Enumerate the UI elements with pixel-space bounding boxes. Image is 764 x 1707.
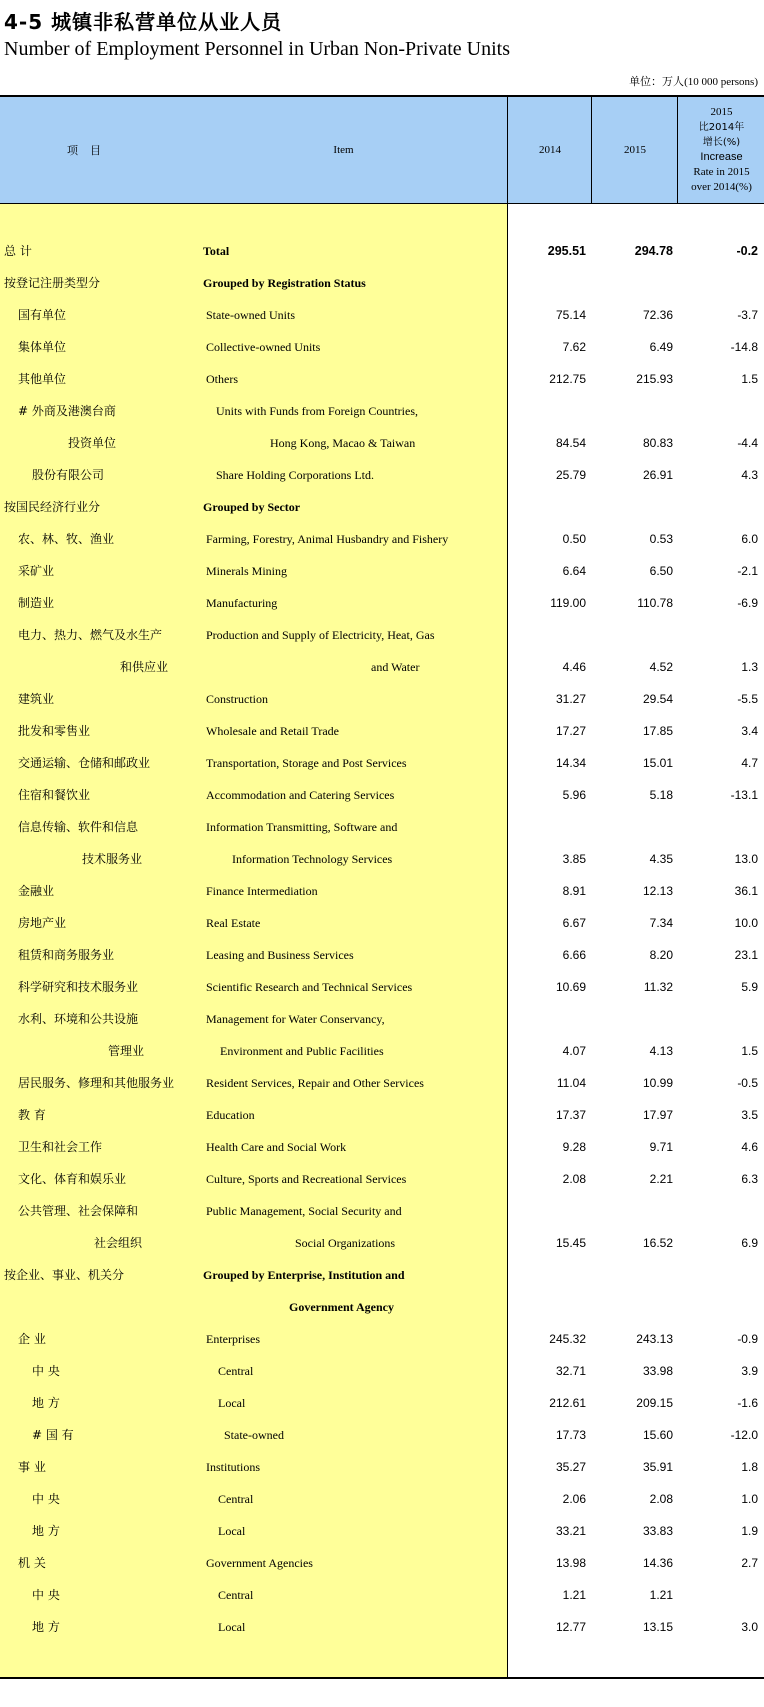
row-label-en: Central	[218, 1588, 254, 1602]
row-label-cn: 和供应业	[120, 660, 169, 674]
value-increase-rate: -0.9	[737, 1332, 758, 1346]
value-2015: 0.53	[649, 532, 673, 546]
value-2014: 33.21	[555, 1524, 586, 1538]
value-2014	[507, 491, 586, 523]
value-increase-rate	[677, 1579, 758, 1611]
value-increase-rate: 3.5	[741, 1108, 758, 1122]
value-2014: 295.51	[547, 244, 586, 258]
value-2014: 0.50	[562, 532, 586, 546]
value-2015: 29.54	[642, 692, 673, 706]
value-2015: 33.98	[642, 1364, 673, 1378]
header-rate-line: 增长(%)	[702, 137, 741, 148]
table-row	[0, 651, 764, 683]
table-row	[0, 843, 764, 875]
table-row	[0, 875, 764, 907]
table-row	[0, 1067, 764, 1099]
table-header	[0, 97, 764, 204]
row-label-en: Wholesale and Retail Trade	[206, 724, 339, 738]
header-increase-rate	[677, 97, 764, 203]
table-row	[0, 1131, 764, 1163]
bottom-rule	[0, 1677, 764, 1679]
row-label-en: Others	[206, 372, 238, 386]
table-row	[0, 907, 764, 939]
row-label-cn: # 外商及港澳台商	[18, 404, 116, 418]
row-label-cn: 信息传输、软件和信息	[18, 820, 139, 834]
header-item-en: Item	[333, 144, 354, 156]
value-increase-rate: 6.3	[741, 1172, 758, 1186]
value-2015	[591, 1195, 673, 1227]
value-2015: 17.85	[642, 724, 673, 738]
value-2014: 245.32	[549, 1332, 586, 1346]
row-label-en: Farming, Forestry, Animal Husbandry and Fishery	[206, 532, 449, 546]
row-label-cn: 农、林、牧、渔业	[18, 532, 115, 546]
value-2014: 17.37	[555, 1108, 586, 1122]
value-2014: 8.91	[562, 884, 586, 898]
table-row	[0, 1547, 764, 1579]
row-label-cn: 居民服务、修理和其他服务业	[18, 1076, 175, 1090]
value-2015: 2.21	[649, 1172, 673, 1186]
value-2014: 2.08	[562, 1172, 586, 1186]
row-label-cn: 管理业	[108, 1044, 145, 1058]
table-row	[0, 1003, 764, 1035]
value-2015: 72.36	[642, 308, 673, 322]
value-increase-rate	[677, 1291, 758, 1323]
value-2015: 15.60	[642, 1428, 673, 1442]
table-row	[0, 779, 764, 811]
value-increase-rate: 5.9	[741, 980, 758, 994]
table-row	[0, 267, 764, 299]
header-item-cn: 项目	[67, 144, 113, 157]
table-row	[0, 235, 764, 267]
table-row	[0, 1291, 764, 1323]
row-label-en: Local	[218, 1524, 246, 1538]
value-2015: 294.78	[634, 244, 673, 258]
row-label-cn: 投资单位	[68, 436, 117, 450]
value-increase-rate: -1.6	[737, 1396, 758, 1410]
row-label-en: Manufacturing	[206, 596, 278, 610]
table-row	[0, 1259, 764, 1291]
row-label-cn: 地 方	[32, 1620, 60, 1634]
table-row	[0, 363, 764, 395]
value-2014: 212.75	[549, 372, 586, 386]
value-2015: 6.49	[649, 340, 673, 354]
value-2014: 119.00	[550, 596, 586, 610]
row-label-en: State-owned Units	[206, 308, 295, 322]
row-label-en: Management for Water Conservancy,	[206, 1012, 385, 1026]
value-2014: 1.21	[562, 1588, 586, 1602]
row-label-en: Minerals Mining	[206, 564, 287, 578]
table-row	[0, 491, 764, 523]
table-row	[0, 1323, 764, 1355]
table-row	[0, 1035, 764, 1067]
row-label-cn: 租赁和商务服务业	[18, 948, 115, 962]
header-2014: 2014	[507, 97, 592, 203]
value-increase-rate: -12.0	[730, 1428, 758, 1442]
row-label-en: Local	[218, 1396, 246, 1410]
value-increase-rate: 23.1	[734, 948, 758, 962]
row-label-cn: 按企业、事业、机关分	[4, 1268, 125, 1282]
value-2015: 35.91	[642, 1460, 673, 1474]
row-label-en: Central	[218, 1364, 254, 1378]
unit-note-cn: 单位：万人	[629, 75, 685, 88]
table-row	[0, 1163, 764, 1195]
row-label-cn: 其他单位	[18, 372, 67, 386]
table-row	[0, 395, 764, 427]
value-2014: 31.27	[555, 692, 586, 706]
value-increase-rate: -0.5	[737, 1076, 758, 1090]
table-title-en: Number of Employment Personnel in Urban Non-Private Units	[4, 38, 511, 60]
unit-note-en: (10 000 persons)	[684, 76, 758, 88]
value-2015: 110.78	[637, 596, 673, 610]
value-2015: 80.83	[642, 436, 673, 450]
value-2015: 2.08	[649, 1492, 673, 1506]
value-2014: 13.98	[555, 1556, 586, 1570]
value-2014: 12.77	[555, 1620, 586, 1634]
value-2015: 4.52	[649, 660, 673, 674]
row-label-en: Grouped by Registration Status	[203, 276, 366, 290]
value-2015: 9.71	[649, 1140, 673, 1154]
value-2014: 35.27	[555, 1460, 586, 1474]
row-label-cn: 批发和零售业	[18, 724, 91, 738]
value-2014	[507, 619, 586, 651]
row-label-en: Grouped by Enterprise, Institution and	[203, 1268, 405, 1282]
value-2014: 17.73	[555, 1428, 586, 1442]
row-label-cn: 卫生和社会工作	[18, 1140, 103, 1154]
value-2014: 15.45	[555, 1236, 586, 1250]
table-row	[0, 1483, 764, 1515]
row-label-cn: 地 方	[32, 1524, 60, 1538]
row-label-en: Public Management, Social Security and	[206, 1204, 402, 1218]
value-2014	[507, 1259, 586, 1291]
table-row	[0, 299, 764, 331]
value-increase-rate	[677, 811, 758, 843]
table-row	[0, 523, 764, 555]
table-row	[0, 1579, 764, 1611]
value-increase-rate	[677, 267, 758, 299]
table-row	[0, 1451, 764, 1483]
row-label-en: Education	[206, 1108, 255, 1122]
value-2015: 14.36	[642, 1556, 673, 1570]
value-2014: 6.66	[562, 948, 586, 962]
table-row	[0, 427, 764, 459]
value-increase-rate: 3.0	[741, 1620, 758, 1634]
value-increase-rate: 1.8	[741, 1460, 758, 1474]
row-label-en: Information Technology Services	[232, 852, 393, 866]
row-label-cn: 国有单位	[18, 308, 67, 322]
row-label-en: Enterprises	[206, 1332, 260, 1346]
table-row	[0, 1419, 764, 1451]
value-increase-rate: 1.3	[741, 660, 758, 674]
row-label-en: Hong Kong, Macao & Taiwan	[270, 436, 416, 450]
row-label-cn: 房地产业	[18, 916, 67, 930]
value-increase-rate	[677, 1003, 758, 1035]
value-2015: 1.21	[649, 1588, 673, 1602]
value-2015: 13.15	[642, 1620, 673, 1634]
table-row	[0, 331, 764, 363]
value-2014: 7.62	[562, 340, 586, 354]
value-2015: 4.35	[649, 852, 673, 866]
value-2015	[591, 1003, 673, 1035]
row-label-en: Grouped by Sector	[203, 500, 301, 514]
value-2015	[591, 1259, 673, 1291]
row-label-cn: 按国民经济行业分	[4, 500, 101, 514]
value-2015	[591, 491, 673, 523]
value-2014: 75.14	[555, 308, 586, 322]
table-row	[0, 619, 764, 651]
table-row	[0, 971, 764, 1003]
value-increase-rate: 1.0	[741, 1492, 758, 1506]
row-label-cn: 住宿和餐饮业	[18, 788, 91, 802]
table-row	[0, 1099, 764, 1131]
value-increase-rate: -3.7	[737, 308, 758, 322]
value-increase-rate: 1.5	[741, 372, 758, 386]
row-label-en: and Water	[371, 660, 420, 674]
table-row	[0, 459, 764, 491]
row-label-en: Social Organizations	[295, 1236, 396, 1250]
value-2014: 32.71	[555, 1364, 586, 1378]
value-increase-rate: 6.9	[741, 1236, 758, 1250]
row-label-cn: 集体单位	[18, 340, 67, 354]
value-2014: 3.85	[562, 852, 586, 866]
row-label-cn: 科学研究和技术服务业	[18, 980, 139, 994]
value-increase-rate: 4.7	[741, 756, 758, 770]
unit-note	[629, 73, 758, 89]
row-label-en: Construction	[206, 692, 268, 706]
row-label-en: Resident Services, Repair and Other Services	[206, 1076, 424, 1090]
value-increase-rate: 3.4	[741, 724, 758, 738]
value-2014: 4.07	[562, 1044, 586, 1058]
row-label-cn: 金融业	[18, 884, 55, 898]
value-2015: 243.13	[636, 1332, 673, 1346]
value-2015: 33.83	[642, 1524, 673, 1538]
value-2014: 6.64	[562, 564, 586, 578]
value-2014: 14.34	[555, 756, 586, 770]
value-2015: 12.13	[642, 884, 673, 898]
table-body	[0, 235, 764, 1643]
value-increase-rate: -5.5	[737, 692, 758, 706]
value-2015: 26.91	[642, 468, 673, 482]
value-2014: 11.04	[556, 1076, 586, 1090]
value-2014: 17.27	[555, 724, 586, 738]
value-2014: 5.96	[562, 788, 586, 802]
table-row	[0, 715, 764, 747]
value-increase-rate: -2.1	[737, 564, 758, 578]
value-increase-rate	[677, 1259, 758, 1291]
row-label-cn: 企 业	[18, 1332, 46, 1346]
table-row	[0, 939, 764, 971]
row-label-cn: 股份有限公司	[32, 468, 105, 482]
table-row	[0, 1387, 764, 1419]
row-label-en: Share Holding Corporations Ltd.	[216, 468, 374, 482]
value-increase-rate: 13.0	[734, 852, 758, 866]
row-label-en: Government Agency	[289, 1300, 394, 1314]
value-2014: 212.61	[549, 1396, 586, 1410]
value-increase-rate: 10.0	[734, 916, 758, 930]
value-2014	[507, 1291, 586, 1323]
value-increase-rate: -14.8	[730, 340, 758, 354]
value-increase-rate: 2.7	[741, 1556, 758, 1570]
table-row	[0, 683, 764, 715]
row-label-cn: 水利、环境和公共设施	[18, 1012, 139, 1026]
row-label-en: Real Estate	[206, 916, 261, 930]
row-label-cn: 机 关	[18, 1556, 46, 1570]
value-2015: 6.50	[649, 564, 673, 578]
value-2015: 215.93	[636, 372, 673, 386]
header-2015: 2015	[591, 97, 678, 203]
header-rate-line: 2015	[710, 106, 733, 118]
value-2015: 5.18	[649, 788, 673, 802]
value-increase-rate: 4.6	[741, 1140, 758, 1154]
row-label-en: Local	[218, 1620, 246, 1634]
value-increase-rate: 36.1	[734, 884, 758, 898]
value-2014: 84.54	[555, 436, 586, 450]
row-label-cn: 事 业	[18, 1460, 46, 1474]
value-2014	[507, 1195, 586, 1227]
row-label-cn: 文化、体育和娱乐业	[18, 1172, 127, 1186]
value-2015: 16.52	[642, 1236, 673, 1250]
table-row	[0, 1227, 764, 1259]
value-increase-rate: -0.2	[736, 244, 758, 258]
value-increase-rate	[677, 395, 758, 427]
row-label-cn: 中 央	[32, 1364, 60, 1378]
row-label-cn: 交通运输、仓储和邮政业	[18, 756, 151, 770]
value-increase-rate	[677, 491, 758, 523]
row-label-en: Scientific Research and Technical Services	[206, 980, 413, 994]
value-2014	[507, 1003, 586, 1035]
row-label-en: Production and Supply of Electricity, Heat, Gas	[206, 628, 435, 642]
value-2014	[507, 811, 586, 843]
table-title-cn: 4-5 城镇非私营单位从业人员	[4, 10, 283, 34]
row-label-cn: 中 央	[32, 1492, 60, 1506]
table-row	[0, 1611, 764, 1643]
value-increase-rate: 4.3	[741, 468, 758, 482]
row-label-en: Leasing and Business Services	[206, 948, 354, 962]
value-2015	[591, 267, 673, 299]
row-label-en: Central	[218, 1492, 254, 1506]
header-rate-line: over 2014(%)	[691, 181, 752, 193]
header-rate-line: Rate in 2015	[693, 166, 750, 178]
value-2015: 7.34	[649, 916, 673, 930]
row-label-en: Units with Funds from Foreign Countries,	[216, 404, 419, 418]
value-2015: 10.99	[642, 1076, 673, 1090]
row-label-cn: 建筑业	[18, 692, 55, 706]
row-label-cn: 地 方	[32, 1396, 60, 1410]
value-2015	[591, 811, 673, 843]
row-label-en: Government Agencies	[206, 1556, 313, 1570]
value-2014	[507, 395, 586, 427]
row-label-en: Transportation, Storage and Post Services	[206, 756, 407, 770]
value-increase-rate: 3.9	[741, 1364, 758, 1378]
row-label-cn: 教 育	[18, 1108, 46, 1122]
value-increase-rate	[677, 1195, 758, 1227]
row-label-en: Health Care and Social Work	[206, 1140, 347, 1154]
value-increase-rate: 1.9	[741, 1524, 758, 1538]
value-2015: 8.20	[649, 948, 673, 962]
row-label-cn: 总 计	[4, 244, 32, 258]
value-increase-rate: -6.9	[737, 596, 758, 610]
row-label-en: Information Transmitting, Software and	[206, 820, 398, 834]
value-2015: 11.32	[643, 980, 673, 994]
value-2014: 4.46	[562, 660, 586, 674]
row-label-en: Accommodation and Catering Services	[206, 788, 395, 802]
row-label-en: Culture, Sports and Recreational Services	[206, 1172, 407, 1186]
row-label-en: Institutions	[206, 1460, 261, 1474]
value-2015	[591, 395, 673, 427]
table-row	[0, 587, 764, 619]
header-rate-line: Increase	[700, 151, 743, 163]
value-2014: 6.67	[562, 916, 586, 930]
value-2015: 4.13	[649, 1044, 673, 1058]
value-increase-rate: 1.5	[741, 1044, 758, 1058]
row-label-en: Total	[203, 244, 230, 258]
value-2015: 15.01	[642, 756, 673, 770]
value-increase-rate: 6.0	[741, 532, 758, 546]
row-label-cn: 电力、热力、燃气及水生产	[18, 628, 163, 642]
value-2015: 209.15	[636, 1396, 673, 1410]
row-label-cn: 中 央	[32, 1588, 60, 1602]
value-2015	[591, 619, 673, 651]
value-2014: 2.06	[562, 1492, 586, 1506]
row-label-cn: 技术服务业	[82, 852, 143, 866]
value-2014: 10.69	[555, 980, 586, 994]
row-label-cn: 采矿业	[18, 564, 55, 578]
value-2015: 17.97	[642, 1108, 673, 1122]
row-label-en: Environment and Public Facilities	[220, 1044, 384, 1058]
row-label-en: State-owned	[224, 1428, 284, 1442]
value-2015	[591, 1291, 673, 1323]
value-increase-rate	[677, 619, 758, 651]
row-label-cn: # 国 有	[32, 1428, 74, 1442]
row-label-cn: 社会组织	[94, 1236, 143, 1250]
value-2014: 9.28	[562, 1140, 586, 1154]
row-label-cn: 按登记注册类型分	[4, 276, 101, 290]
row-label-en: Finance Intermediation	[206, 884, 318, 898]
value-increase-rate: -13.1	[730, 788, 758, 802]
header-rate-line: 比2014年	[698, 122, 745, 133]
row-label-en: Collective-owned Units	[206, 340, 321, 354]
row-label-cn: 公共管理、社会保障和	[18, 1204, 139, 1218]
table-row	[0, 1195, 764, 1227]
value-2014: 25.79	[555, 468, 586, 482]
row-label-cn: 制造业	[18, 596, 55, 610]
value-2014	[507, 267, 586, 299]
table-row	[0, 555, 764, 587]
table-row	[0, 747, 764, 779]
table-row	[0, 1515, 764, 1547]
table-row	[0, 1355, 764, 1387]
value-increase-rate: -4.4	[737, 436, 758, 450]
table-row	[0, 811, 764, 843]
